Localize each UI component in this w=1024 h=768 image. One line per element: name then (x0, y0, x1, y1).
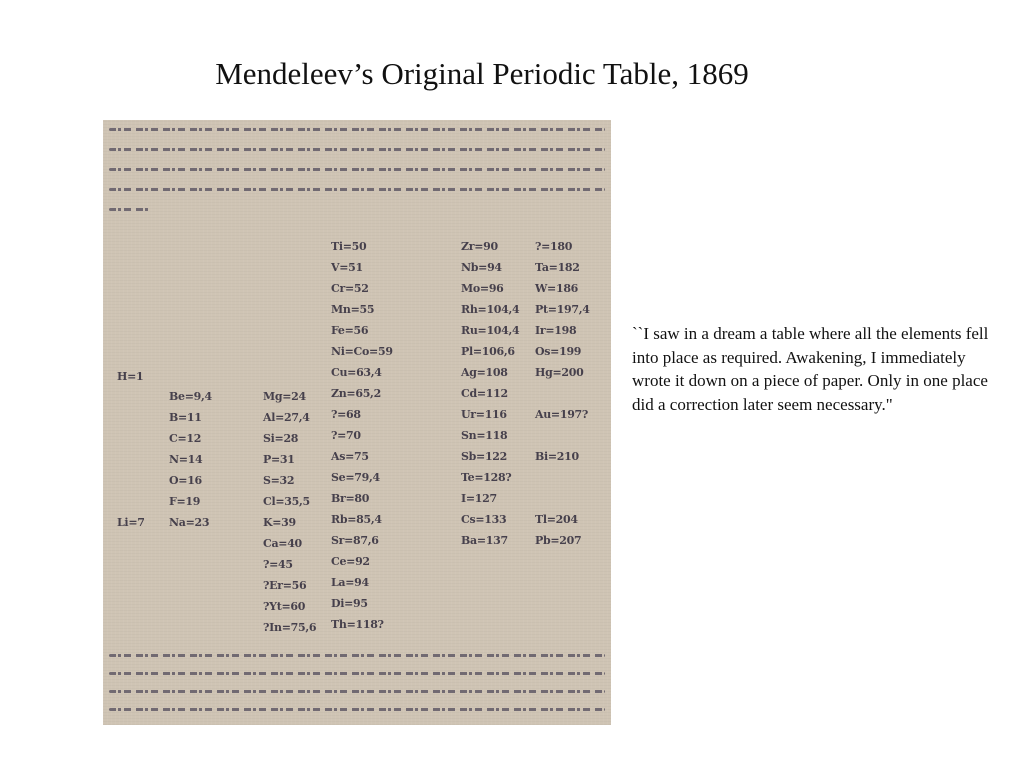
element-cell: Au=197? (535, 408, 589, 421)
element-cell: C=12 (169, 432, 202, 445)
element-cell: Sr=87,6 (331, 534, 379, 547)
element-cell: Br=80 (331, 492, 370, 505)
element-cell: ?=180 (535, 240, 573, 253)
element-cell: Pl=106,6 (461, 345, 515, 358)
scan-text-line (109, 168, 605, 171)
element-cell: I=127 (461, 492, 497, 505)
element-cell: Mg=24 (263, 390, 306, 403)
element-cell: N=14 (169, 453, 203, 466)
scanned-periodic-table-image (103, 120, 611, 725)
element-cell: Ir=198 (535, 324, 577, 337)
element-cell: Li=7 (117, 516, 145, 529)
element-cell: K=39 (263, 516, 296, 529)
element-cell: Cu=63,4 (331, 366, 382, 379)
scan-text-line (109, 708, 605, 711)
scan-text-line (109, 128, 605, 131)
element-cell: Hg=200 (535, 366, 584, 379)
element-cell: Cl=35,5 (263, 495, 310, 508)
element-cell: Cd=112 (461, 387, 508, 400)
element-cell: Cr=52 (331, 282, 369, 295)
scan-text-line (109, 208, 149, 211)
element-cell: Zr=90 (461, 240, 498, 253)
element-cell: Si=28 (263, 432, 299, 445)
element-cell: Se=79,4 (331, 471, 380, 484)
element-cell: B=11 (169, 411, 202, 424)
element-cell: H=1 (117, 370, 144, 383)
element-cell: Ba=137 (461, 534, 508, 547)
element-cell: ?=45 (263, 558, 293, 571)
element-cell: P=31 (263, 453, 295, 466)
element-cell: Cs=133 (461, 513, 507, 526)
scan-text-line (109, 654, 605, 657)
element-cell: Na=23 (169, 516, 210, 529)
element-cell: Mo=96 (461, 282, 504, 295)
element-cell: Ca=40 (263, 537, 302, 550)
element-cell: ?=68 (331, 408, 361, 421)
element-cell: Te=128? (461, 471, 512, 484)
slide-title: Mendeleev’s Original Periodic Table, 1869 (215, 56, 749, 91)
element-cell: Ce=92 (331, 555, 370, 568)
element-cell: Tl=204 (535, 513, 578, 526)
element-cell: ?Er=56 (263, 579, 307, 592)
element-cell: Ti=50 (331, 240, 367, 253)
element-cell: Os=199 (535, 345, 582, 358)
element-cell: Sb=122 (461, 450, 508, 463)
element-cell: ?In=75,6 (263, 621, 317, 634)
element-cell: Ta=182 (535, 261, 580, 274)
element-cell: Mn=55 (331, 303, 375, 316)
element-cell: S=32 (263, 474, 295, 487)
scan-text-line (109, 672, 605, 675)
element-cell: Pt=197,4 (535, 303, 590, 316)
element-cell: Ru=104,4 (461, 324, 520, 337)
element-cell: ?Yt=60 (263, 600, 306, 613)
element-cell: Rb=85,4 (331, 513, 382, 526)
element-cell: Fe=56 (331, 324, 369, 337)
element-cell: Nb=94 (461, 261, 502, 274)
element-cell: Di=95 (331, 597, 368, 610)
element-cell: Sn=118 (461, 429, 508, 442)
element-cell: Th=118? (331, 618, 384, 631)
element-cell: ?=70 (331, 429, 361, 442)
element-cell: Ni=Co=59 (331, 345, 393, 358)
element-cell: Bi=210 (535, 450, 579, 463)
scan-text-line (109, 690, 605, 693)
element-cell: Be=9,4 (169, 390, 212, 403)
element-cell: W=186 (535, 282, 579, 295)
element-cell: Rh=104,4 (461, 303, 520, 316)
element-cell: V=51 (331, 261, 363, 274)
element-cell: Ag=108 (461, 366, 508, 379)
scan-text-line (109, 148, 605, 151)
element-cell: Zn=65,2 (331, 387, 381, 400)
element-cell: As=75 (331, 450, 369, 463)
element-cell: Ur=116 (461, 408, 507, 421)
element-cell: Al=27,4 (263, 411, 310, 424)
mendeleev-quote: ``I saw in a dream a table where all the elements fell into place as required. Awakening, I immediately wrote it down on a piece of paper. Only in one place did a correction later seem necessary." (632, 324, 989, 414)
scan-text-line (109, 188, 605, 191)
element-cell: Pb=207 (535, 534, 582, 547)
element-cell: La=94 (331, 576, 369, 589)
element-cell: O=16 (169, 474, 202, 487)
element-cell: F=19 (169, 495, 201, 508)
